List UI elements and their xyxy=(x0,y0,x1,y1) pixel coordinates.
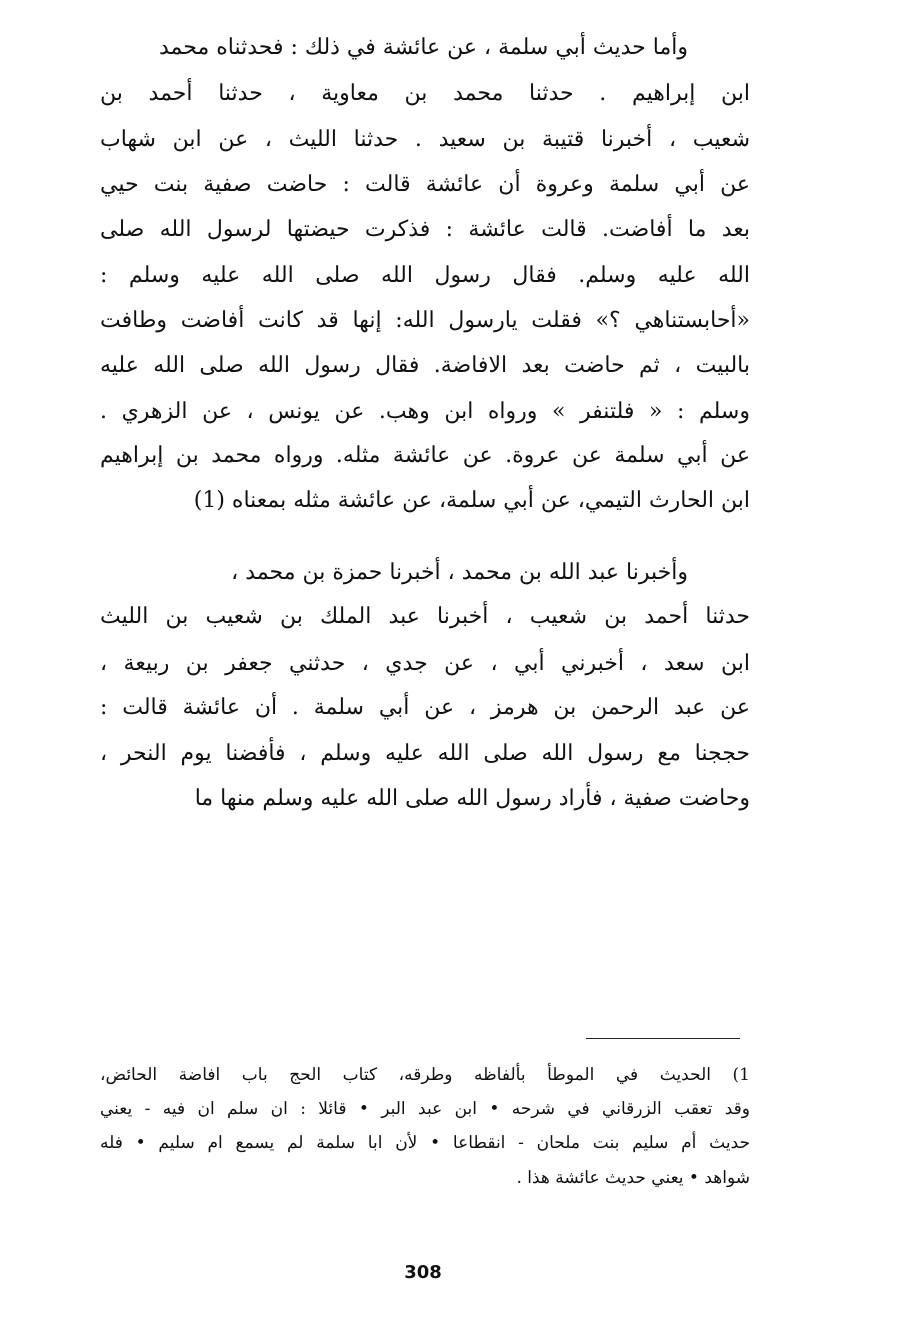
footnote-line: حديث أم سليم بنت ملحان - انقطاعا • لأن ابا سلمة لم يسمع ام سليم • فله xyxy=(100,1133,750,1153)
footnote-divider xyxy=(586,1038,740,1039)
text-line: بعد ما أفاضت. قالت عائشة : فذكرت حيضتها لرسول الله صلى xyxy=(100,217,750,242)
text-line: وحاضت صفية ، فأراد رسول الله صلى الله عليه وسلم منها ما xyxy=(194,786,750,811)
text-line: حدثنا أحمد بن شعيب ، أخبرنا عبد الملك بن شعيب بن الليث xyxy=(100,604,750,629)
footnote-line: 1) الحديث في الموطأ بألفاظه وطرقه، كتاب الحج باب افاضة الحائض، xyxy=(100,1065,750,1085)
text-line: شعيب ، أخبرنا قتيبة بن سعيد . حدثنا الليث ، عن ابن شهاب xyxy=(100,127,750,152)
text-line: وأما حديث أبي سلمة ، عن عائشة في ذلك : فحدثناه محمد xyxy=(159,35,688,60)
text-line: الله عليه وسلم. فقال رسول الله صلى الله عليه وسلم : xyxy=(100,263,750,288)
text-line: ابن الحارث التيمي، عن أبي سلمة، عن عائشة مثله بمعناه (1) xyxy=(193,488,750,513)
page-number: 308 xyxy=(404,1262,442,1283)
text-line: عن أبي سلمة وعروة أن عائشة قالت : حاضت صفية بنت حيي xyxy=(100,172,750,197)
text-line: عن عبد الرحمن بن هرمز ، عن أبي سلمة . أن عائشة قالت : xyxy=(100,695,750,720)
text-line: وسلم : « فلتنفر » ورواه ابن وهب. عن يونس ، عن الزهري . xyxy=(100,399,750,424)
text-line: وأخبرنا عبد الله بن محمد ، أخبرنا حمزة بن محمد ، xyxy=(231,560,688,585)
footnote-line: شواهد • يعني حديث عائشة هذا . xyxy=(516,1168,750,1188)
text-line: حججنا مع رسول الله صلى الله عليه وسلم ، فأفضنا يوم النحر ، xyxy=(100,741,750,766)
footnote-line: وقد تعقب الزرقاني في شرحه • ابن عبد البر • قائلا : ان سلم ان فيه - يعني xyxy=(100,1099,750,1119)
text-line: ابن إبراهيم . حدثنا محمد بن معاوية ، حدثنا أحمد بن xyxy=(100,81,750,106)
text-line: ابن سعد ، أخبرني أبي ، عن جدي ، حدثني جعفر بن ربيعة ، xyxy=(100,651,750,676)
text-line: بالبيت ، ثم حاضت بعد الافاضة. فقال رسول الله صلى الله عليه xyxy=(100,353,750,378)
text-line: «أحابستناهي ؟» فقلت يارسول الله: إنها قد كانت أفاضت وطافت xyxy=(100,308,750,333)
text-line: عن أبي سلمة عن عروة. عن عائشة مثله. ورواه محمد بن إبراهيم xyxy=(100,443,750,468)
